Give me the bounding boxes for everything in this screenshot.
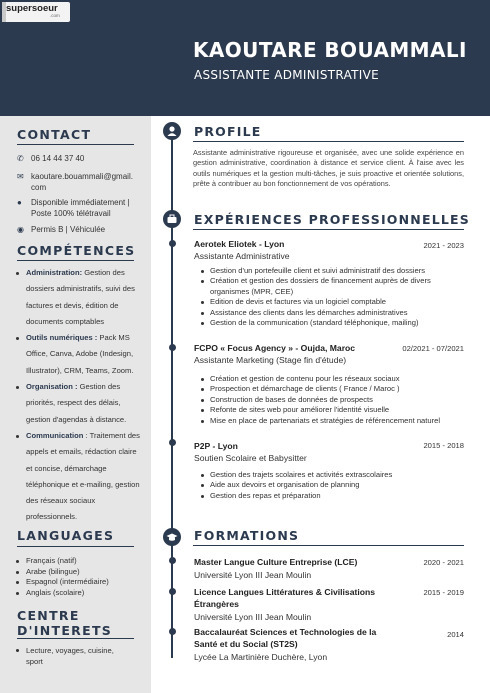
skill-communication: [15, 428, 145, 526]
languages-divider: [17, 546, 134, 547]
timeline-dot: [169, 628, 176, 635]
degree-dates: 2020 - 2021: [423, 558, 464, 567]
job-bullets: [200, 374, 468, 426]
supersoeur-logo[interactable]: [2, 2, 70, 22]
job-bullet: Mise en place de partenariats et stratégies de référencement naturel: [200, 416, 468, 426]
job-bullet: Edition de devis et factures via un logiciel comptable: [200, 297, 468, 307]
profile-heading: PROFILE: [194, 124, 262, 139]
profile-divider: [193, 141, 464, 142]
contact-heading: CONTACT: [17, 127, 92, 142]
degree-school: Université Lyon III Jean Moulin: [194, 612, 312, 622]
location-pin-icon: ●: [17, 198, 22, 207]
job-bullet: Construction de bases de données de prospects: [200, 395, 468, 405]
degree-dates: 2014: [447, 630, 464, 639]
degree-title-line-1: Licence Langues Littératures & Civilisations: [194, 587, 375, 597]
timeline-dot: [169, 588, 176, 595]
phone-text: 06 14 44 37 40: [31, 154, 85, 163]
briefcase-icon: [163, 210, 181, 228]
degree-title: [194, 587, 424, 610]
skill-label: Communication: [26, 430, 84, 440]
degree-title-line-2: Santé et du Social (ST2S): [194, 638, 298, 649]
degree-title: [194, 627, 424, 650]
degree-title-line-2: Étrangères: [194, 598, 239, 609]
license-text: Permis B | Véhiculée: [31, 225, 106, 234]
degree-title-line-1: Master Langue Culture Entreprise (LCE): [194, 557, 358, 567]
experience-heading: EXPÉRIENCES PROFESSIONNELLES: [194, 212, 470, 227]
skills-heading: COMPÉTENCES: [17, 243, 136, 258]
skill-text: : Traitement des appels et emails, rédaction claire et concise, démarchage téléphonique et e-mailing, gestion des réseaux sociaux professionnels.: [26, 430, 140, 522]
profile-text: Assistante administrative rigoureuse et organisée, avec une solide expérience en gestion administrative, coordination à distance et service client. À l'aise avec les outils numériques et la gestion multi-tâches, je suis proactive et orientée solutions, prête à contribuer au bon fonctionnement de vos opérations.: [193, 148, 464, 188]
job-role: Soutien Scolaire et Babysitter: [194, 453, 307, 463]
timeline-dot: [169, 439, 176, 446]
job-bullet: Gestion d'un portefeuille client et suivi administratif des dossiers: [200, 266, 468, 276]
skill-text: Gestion des dossiers administratifs, suivi des factures et devis, édition de documents comptables: [26, 268, 135, 326]
language-item: Espagnol (intermédiaire): [15, 577, 109, 588]
candidate-name: KAOUTARE BOUAMMALI: [193, 38, 467, 62]
job-bullet: Création et gestion des dossiers de financement auprès de divers organismes (MPR, CEE): [200, 276, 468, 297]
job-dates: 2021 - 2023: [423, 241, 464, 250]
timeline-dot: [169, 557, 176, 564]
languages-list: [15, 556, 109, 598]
job-bullets: [200, 266, 468, 328]
degree-school: Lycée La Martinière Duchère, Lyon: [194, 652, 328, 662]
interests-heading-line-2: D'INTERETS: [17, 623, 113, 638]
interest-item: Lecture, voyages, cuisine,: [15, 645, 114, 656]
job-dates: 02/2021 - 07/2021: [402, 344, 464, 353]
logo-text: supersoeur: [6, 3, 58, 14]
interests-heading-line-1: CENTRE: [17, 608, 80, 623]
education-divider: [193, 545, 464, 546]
job-dates: 2015 - 2018: [423, 441, 464, 450]
email-icon: ✉: [17, 172, 24, 181]
job-bullet: Gestion des repas et préparation: [200, 491, 468, 501]
location-icon: ◉: [17, 225, 24, 234]
interest-item-cont: sport: [26, 657, 43, 666]
profile-icon: [163, 122, 181, 140]
experience-divider: [193, 229, 464, 230]
skill-label: Outils numériques :: [26, 333, 98, 343]
degree-dates: 2015 - 2019: [423, 588, 464, 597]
job-bullet: Refonte de sites web pour améliorer l'identité visuelle: [200, 405, 468, 415]
language-item: Français (natif): [15, 556, 109, 567]
email-line-1: kaoutare.bouammali@gmail.: [31, 172, 133, 181]
timeline-dot: [169, 344, 176, 351]
interests-heading: [17, 608, 112, 638]
availability-line-2: Poste 100% télétravail: [31, 208, 111, 218]
email-line-2: com: [31, 182, 47, 192]
degree-school: Université Lyon III Jean Moulin: [194, 570, 312, 580]
job-bullet: Aide aux devoirs et organisation de planning: [200, 480, 468, 490]
job-bullet: Gestion de la communication (standard téléphonique, mailing): [200, 318, 468, 328]
degree-title: [194, 557, 424, 569]
languages-heading: LANGUAGES: [17, 528, 115, 543]
skills-divider: [17, 260, 134, 261]
job-bullets: [200, 470, 468, 501]
job-bullet: Gestion des trajets scolaires et activités extrascolaires: [200, 470, 468, 480]
graduation-cap-icon: [163, 528, 181, 546]
header-banner: [0, 0, 490, 116]
skill-administration: [15, 265, 145, 330]
skill-text: Gestion des priorités, respect des délais, gestion d'agendas à distance.: [26, 382, 127, 424]
availability-line-1: Disponible immédiatement |: [31, 198, 130, 207]
job-company: Aerotek Eliotek - Lyon: [194, 239, 285, 249]
logo-suffix: .com: [50, 13, 60, 18]
contact-divider: [17, 144, 134, 145]
job-company: FCPO « Focus Agency » - Oujda, Maroc: [194, 343, 356, 353]
skills-list: [15, 265, 145, 526]
language-item: Arabe (bilingue): [15, 567, 109, 578]
phone-icon: ✆: [17, 154, 24, 163]
language-item: Anglais (scolaire): [15, 588, 109, 599]
skill-digital-tools: [15, 330, 145, 379]
job-role: Assistante Administrative: [194, 251, 290, 261]
education-heading: FORMATIONS: [194, 528, 300, 543]
job-bullet: Assistance des clients dans les démarches administratives: [200, 308, 468, 318]
skill-organisation: [15, 379, 145, 428]
interests-list: [15, 645, 114, 667]
job-role: Assistante Marketing (Stage fin d'étude): [194, 355, 347, 365]
skill-label: Organisation :: [26, 382, 78, 392]
timeline-dot: [169, 240, 176, 247]
job-company: P2P - Lyon: [194, 441, 238, 451]
degree-title-line-1: Baccalauréat Sciences et Technologies de la: [194, 627, 377, 637]
skill-text: Pack MS Office, Canva, Adobe (Indesign, Illustrator), CRM, Teams, Zoom.: [26, 333, 134, 375]
job-bullet: Création et gestion de contenu pour les réseaux sociaux: [200, 374, 468, 384]
interests-divider: [17, 638, 134, 639]
skill-label: Administration:: [26, 268, 83, 277]
job-bullet: Prospection et démarchage de clients ( France / Maroc ): [200, 384, 468, 394]
candidate-title: ASSISTANTE ADMINISTRATIVE: [194, 68, 380, 82]
